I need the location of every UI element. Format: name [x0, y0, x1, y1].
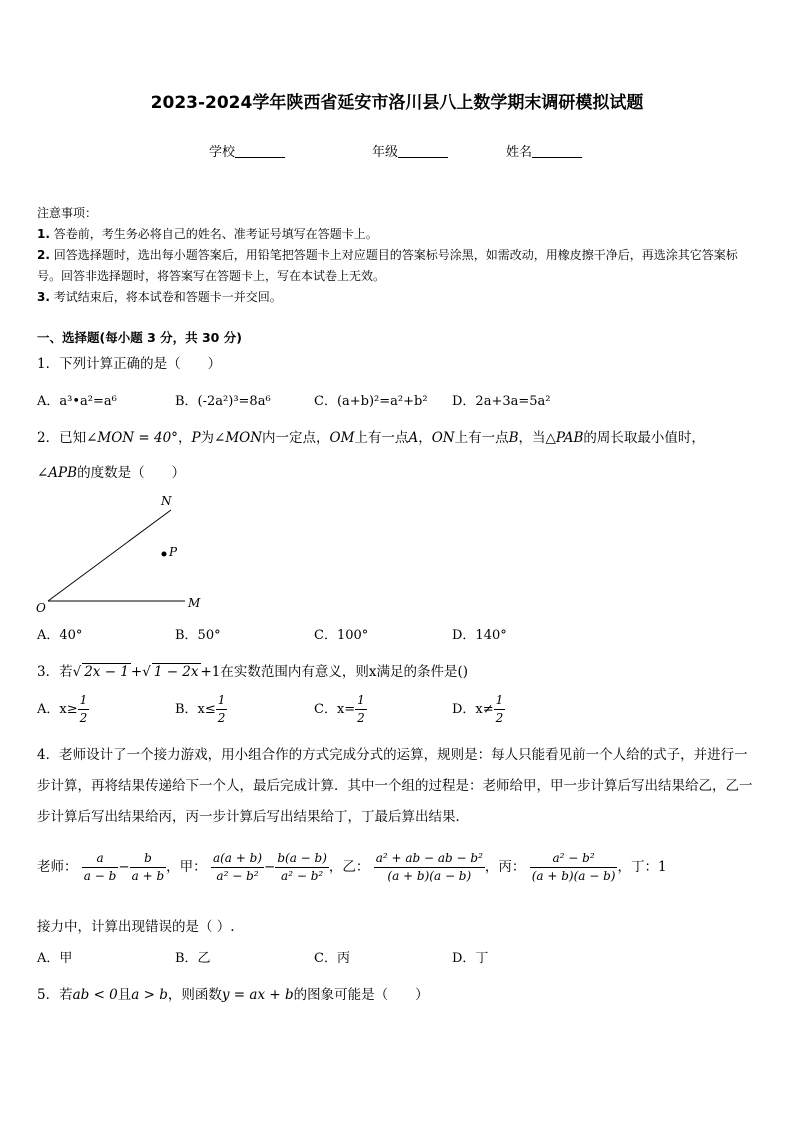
- q2-stem: 2．已知∠MON = 40°，P为∠MON内一定点，OM上有一点A，ON上有一点B，当△PAB的周长取最小值时，: [37, 430, 705, 446]
- angle-figure: [30, 490, 220, 615]
- q4-stem: 4．老师设计了一个接力游戏，用小组合作的方式完成分式的运算，规则是：每人只能看见前一个人给的式子，并进行一步计算，再将结果传递给下一个人，最后完成计算．其中一个组的过程是：老师给甲，甲一步计算后写出结果给乙，乙一步计算后写出结果给丙，丙一步计算后写出结果给丁，丁最后算出结果．: [37, 747, 753, 825]
- notes-heading: 注意事项：: [37, 206, 98, 220]
- q2-option-a: A．40°: [37, 628, 83, 643]
- q1-stem: 1．下列计算正确的是（ ）: [37, 356, 222, 372]
- q4-option-d: D．丁: [452, 951, 489, 966]
- school-field: [209, 141, 285, 160]
- label-p: P: [169, 545, 178, 559]
- label-m: M: [188, 596, 201, 610]
- grade-field: [372, 141, 448, 160]
- q4-option-c: C．丙: [314, 951, 350, 966]
- q2-option-d: D．140°: [452, 628, 507, 643]
- q3-option-a: A．x≥ $\frac{1}{2}$: [37, 693, 88, 725]
- grade-label: 年级: [372, 145, 399, 160]
- q1-option-c: C．(a+b)²=a²+b²: [314, 394, 428, 409]
- q3-option-d: D．x≠ $\frac{1}{2}$: [452, 693, 504, 725]
- q4-expressions: 老师： $\frac{a}{a - b}$ − $\frac{b}{a + b}$ ，甲： $\frac{a(a + b)}{\text{a² − b²}}$ − $\frac{b(a - b)}{\text{a² − b²}}$ ，乙： $\frac{\text{a² + ab − ab − b²}}{(a + b)(a - b)}$ ，丙： $\frac{\text{a² − b²}}{(a + b)(a - b)}$ ，丁：1: [37, 851, 667, 883]
- point-p: [162, 552, 167, 557]
- notes-block: [37, 203, 757, 308]
- note-item: 2. 回答选择题时，选出每小题答案后，用铅笔把答题卡上对应题目的答案标号涂黑，如需改动，用橡皮擦干净后，再选涂其它答案标号。回答非选择题时，将答案写在答题卡上，写在本试卷上无效。: [37, 248, 738, 283]
- page-title: 2023-2024学年陕西省延安市洛川县八上数学期末调研模拟试题: [150, 93, 644, 113]
- school-blank: [235, 145, 285, 158]
- q2-option-c: C．100°: [314, 628, 369, 643]
- q4-option-b: B．乙: [175, 951, 211, 966]
- name-field: [506, 141, 582, 160]
- ray-on: [48, 510, 171, 601]
- name-label: 姓名: [506, 145, 533, 160]
- q4-question: 接力中，计算出现错误的是（ ）.: [37, 919, 235, 935]
- q2-option-b: B．50°: [175, 628, 221, 643]
- note-item: 3. 考试结束后，将本试卷和答题卡一并交回。: [37, 290, 282, 304]
- name-blank: [532, 145, 582, 158]
- note-item: 1. 答卷前，考生务必将自己的姓名、准考证号填写在答题卡上。: [37, 227, 378, 241]
- q1-option-d: D．2a+3a=5a²: [452, 394, 551, 409]
- q1-option-b: B．(-2a²)³=8a⁶: [175, 394, 271, 409]
- q3-stem: 3．若√ 2x − 1 +√ 1 − 2x +1在实数范围内有意义，则x满足的条件是(): [37, 664, 469, 680]
- q2-stem-line2: ∠APB的度数是（ ）: [37, 465, 186, 481]
- label-n: N: [161, 494, 172, 508]
- q4-option-a: A．甲: [37, 951, 73, 966]
- label-o: O: [36, 601, 46, 615]
- school-label: 学校: [209, 145, 236, 160]
- q3-option-c: C．x= $\frac{1}{2}$: [314, 693, 365, 725]
- q3-option-b: B．x≤ $\frac{1}{2}$: [175, 693, 226, 725]
- grade-blank: [398, 145, 448, 158]
- q1-option-a: A．a³•a²=a⁶: [37, 394, 117, 409]
- q5-stem: 5．若ab < 0且a > b，则函数y = ax + b的图象可能是（ ）: [37, 987, 429, 1003]
- section-heading: 一、选择题(每小题 3 分，共 30 分): [37, 330, 242, 345]
